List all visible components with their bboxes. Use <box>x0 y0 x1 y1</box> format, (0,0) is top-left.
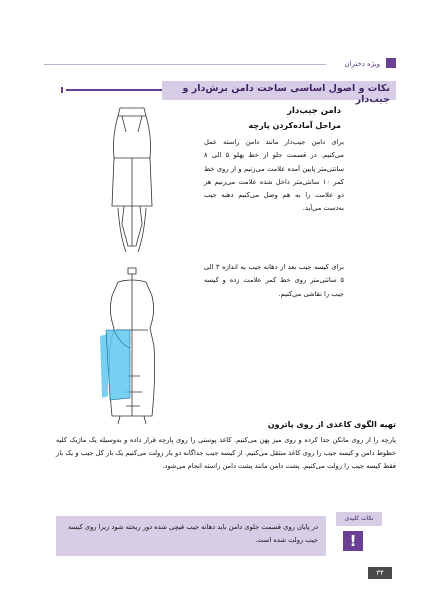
heading-sub: مراحل آماده‌کردن پارچه <box>248 121 341 130</box>
key-points-box <box>56 516 326 556</box>
title-bar <box>162 81 396 105</box>
page-number: ۳۴ <box>368 567 392 579</box>
paragraph-3: پارچه را از روی مانکن جدا کرده و روی میز پهن می‌کنیم. کاغذ پوستی را روی پارچه قرار داده و به‌وسیله یک ماژیک کلیه خطوط دامن و کیسه جیب را روی کاغذ منتقل می‌کنیم. از کیسه جیب جداگانه دو بار رولت می‌کنیم یک بار کل جیب و یک بار فقط کیسه جیب را رولت می‌کنیم. پشت دامن مانند پشت دامن راسته انجام می‌شود. <box>56 436 396 470</box>
heading-main: دامن جیب‌دار <box>287 106 341 116</box>
skirt-illustration <box>98 106 166 254</box>
key-points-label: نکات کلیدی <box>336 512 382 526</box>
section-label: ویژه دختران <box>344 60 380 68</box>
mannequin-pocket-illustration <box>96 266 168 426</box>
exclamation-icon: ! <box>343 531 363 551</box>
paragraph-2: برای کیسه جیب بعد از دهانه جیب به اندازه ۳ الی ۵ سانتی‌متر روی خط کمر علامت زده و کیسه جیب را نقاشی می‌کنیم. <box>204 263 344 298</box>
page-title: نکات و اصول اساسی ساخت دامن برش‌دار و جیب‌دار <box>182 83 390 105</box>
section-marker-square <box>386 58 396 68</box>
paragraph-1: برای دامن جیب‌دار مانند دامن راسته عمل می‌کنیم. در قسمت جلو از خط پهلو ۵ الی ۸ سانتی‌متر پایین آمده علامت می‌زنیم و از روی خط کمر ۱۰ سانتی‌متر داخل شده علامت می‌زنیم هر دو علامت را به هم وصل می‌کنیم دهنه جیب به‌دست می‌آید. <box>204 138 344 213</box>
key-points-text: در پایان روی قسمت جلوی دامن باید دهانه جیب قیچی شده دور ریخته شود زیرا روی کیسه جیب رولت شده است. <box>67 523 318 544</box>
section-heading: تهیه الگوی کاغذی از روی پاترون <box>267 420 396 429</box>
title-rule <box>66 89 164 91</box>
header-rule <box>44 64 326 65</box>
